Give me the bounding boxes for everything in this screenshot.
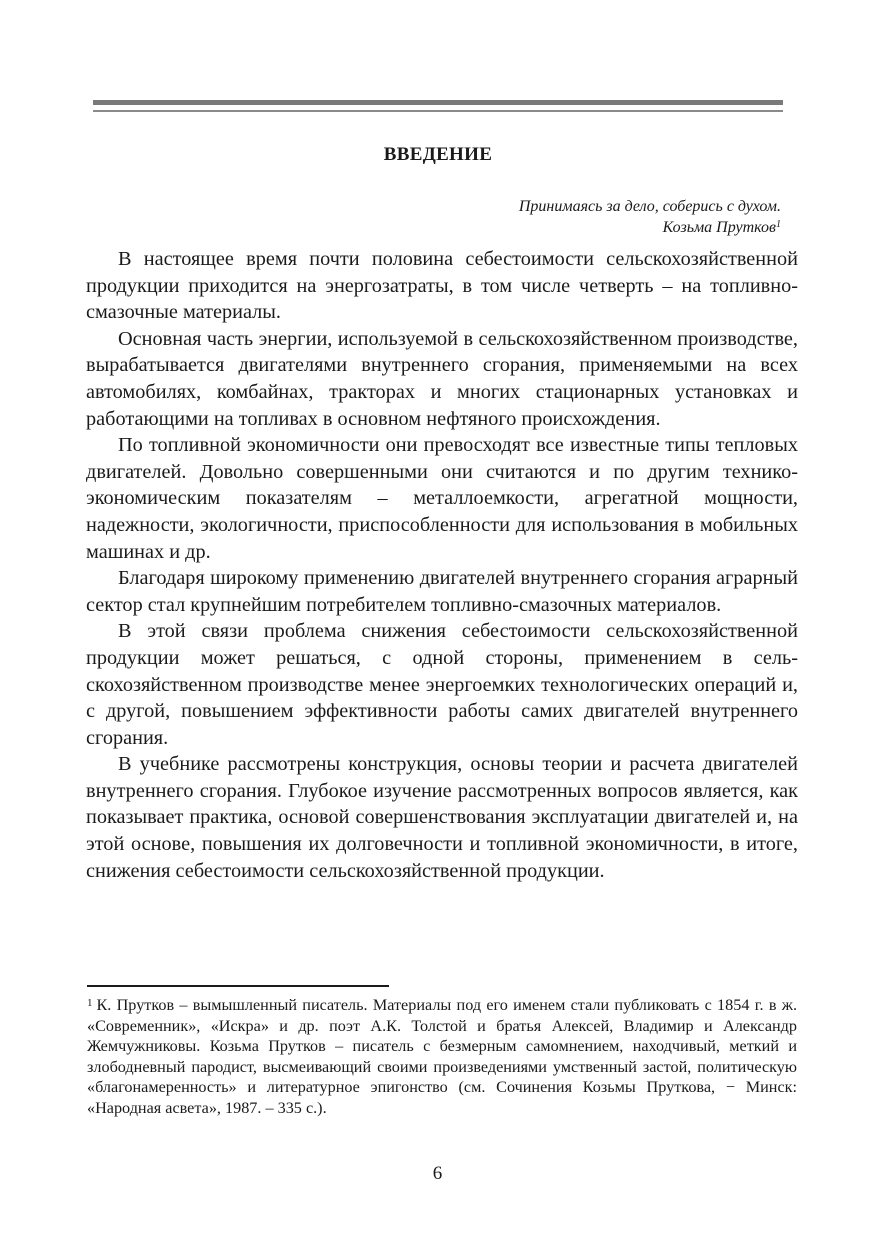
footnote-mark: 1 — [87, 997, 93, 1009]
paragraph: По топливной экономичности они превосходят все известные типы тепловых двигателей. Довольно совершенными они считаются и по другим технико-экономическим показателям – металлоемкости, агрегатной мощности, надежности, экологичности, приспособленности для использования в мобильных машинах и др. — [86, 434, 798, 563]
footnote — [87, 995, 797, 1119]
header-rule-thin — [93, 110, 783, 112]
paragraph: Благодаря широкому применению двигателей внутреннего сгорания аграрный сектор стал крупнейшим потребителем топливно-смазочных материалов. — [86, 567, 798, 616]
epigraph — [519, 196, 781, 238]
paragraph: В этой связи проблема снижения себестоимости сельскохозяйственной продукции может решаться, с одной стороны, применением в сельскохозяйственном производстве менее энергоемких технологических операций и, с другой, повышением эффективности работы самих двигателей внутреннего сгорания. — [86, 620, 798, 749]
header-rule-thick — [93, 100, 783, 105]
epigraph-author-line — [519, 217, 781, 238]
paragraph: В настоящее время почти половина себестоимости сельскохозяйственной продукции приходится на энергозатраты, в том числе четверть – на топливно-смазочные материалы. — [86, 248, 798, 324]
footnote-separator — [87, 985, 389, 987]
page-number: 6 — [432, 1163, 443, 1184]
body-text — [86, 246, 798, 884]
epigraph-author: Козьма Прутков — [662, 219, 776, 236]
paragraph: Основная часть энергии, используемой в сельскохозяйственном производстве, вырабатывается двигателями внутреннего сгорания, применяемыми на всех автомобилях, комбайнах, тракторах и многих стационарных установках и работающими на топливах в основном нефтяного происхождения. — [86, 327, 798, 430]
paragraph: В учебнике рассмотрены конструкция, основы теории и расчета двигателей внутреннего сгорания. Глубокое изучение рассмотренных вопросов является, как показывает практика, основой совершенствования эксплуатации двигателей и, на этой основе, повышения их долговечности и топливной экономичности, в итоге, снижения себестоимости сельскохозяйственной продукции. — [86, 753, 798, 882]
epigraph-quote: Принимаясь за дело, соберись с духом. — [518, 198, 781, 215]
footnote-text: К. Прутков – вымышленный писатель. Материалы под его именем стали публиковать с 1854 г. в ж. «Современник», «Искра» и др. поэт А.К. Толстой и братья Алексей, Владимир и Александр Жемчужниковы. Козьма Прутков – писатель с безмерным самомнением, находчивый, меткий и злободневный пародист, высмеивающий своими произведениями умственный застой, политическую «благонамеренность» и литературное эпигонство (см. Сочинения Козьмы Пруткова, − Минск: «Народная асвета», 1987. – 335 с.). — [87, 996, 797, 1117]
epigraph-footnote-mark: 1 — [776, 219, 781, 230]
chapter-title: ВВЕДЕНИЕ — [383, 144, 493, 165]
